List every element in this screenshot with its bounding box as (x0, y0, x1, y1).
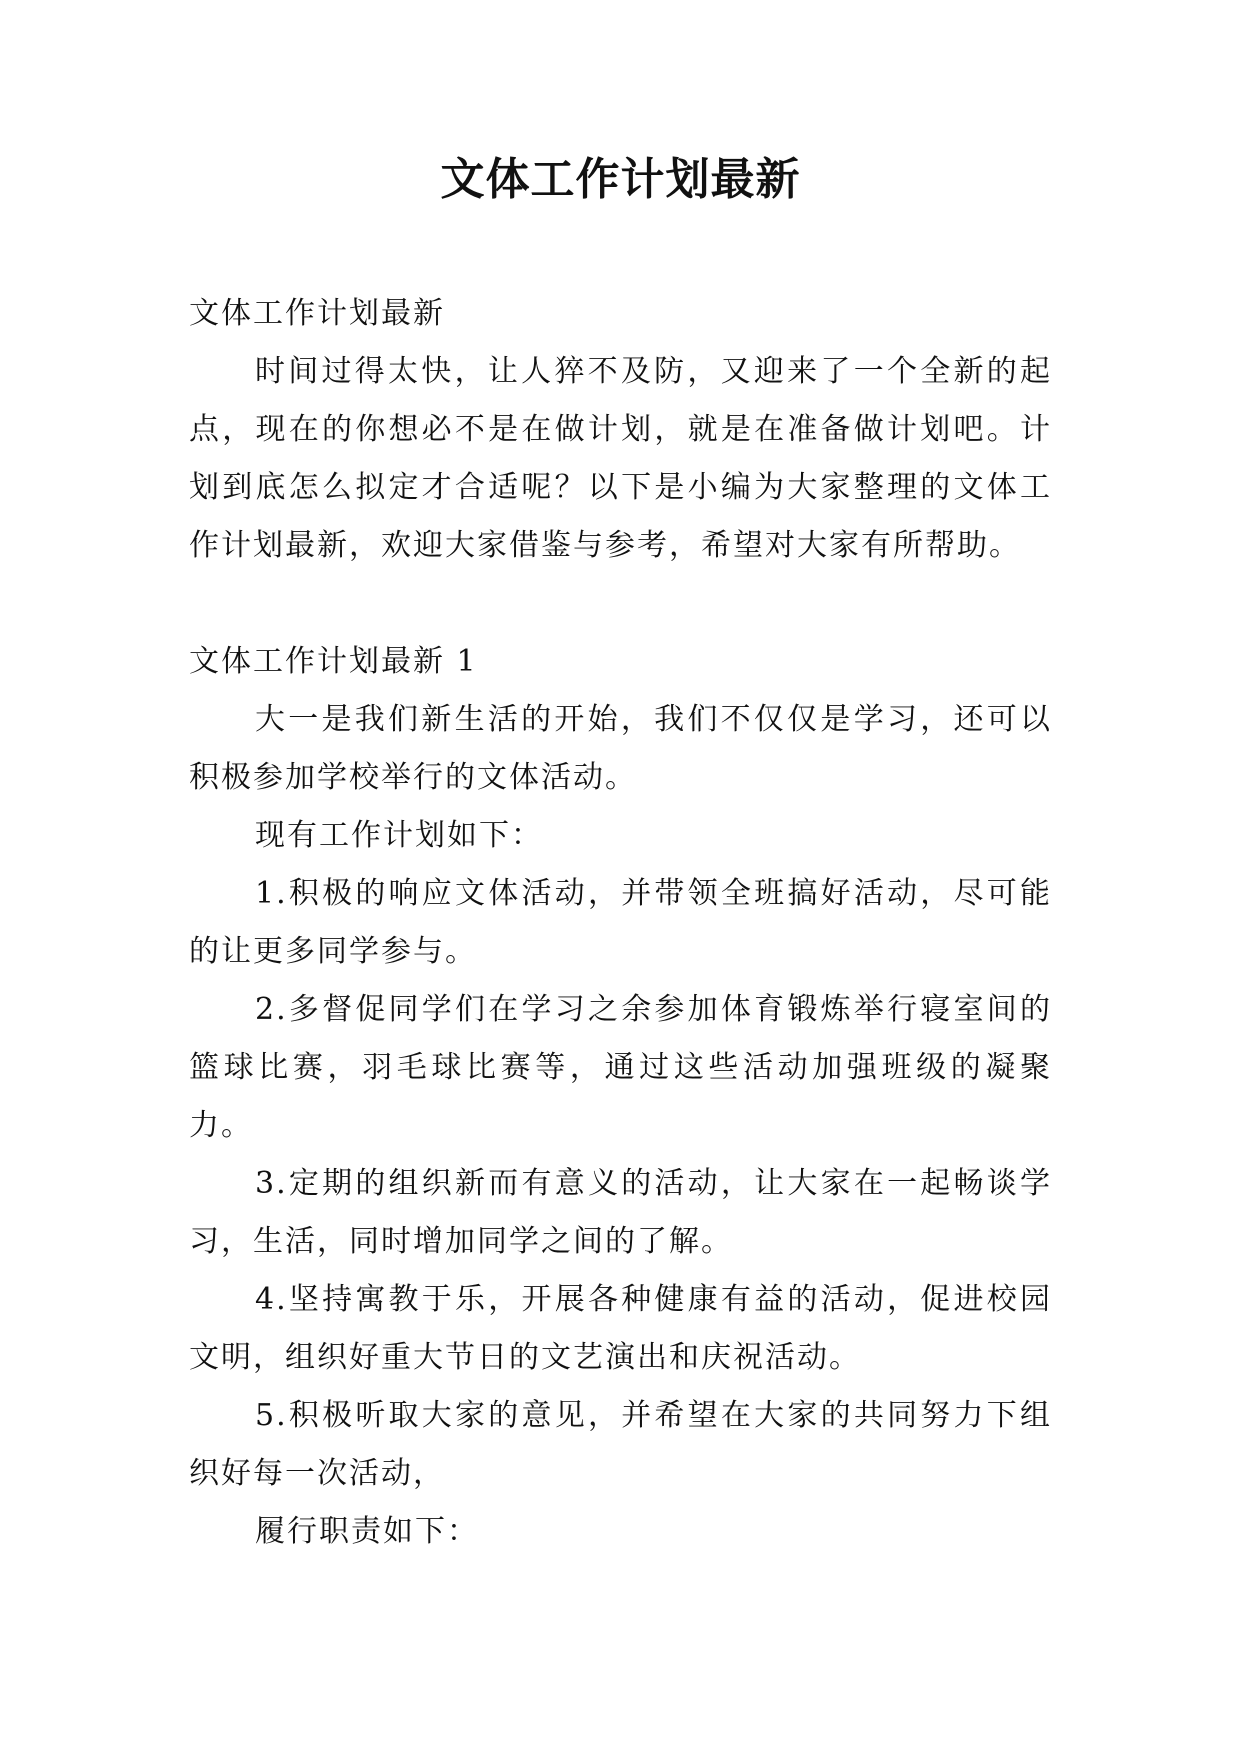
intro-heading: 文体工作计划最新 (189, 296, 445, 331)
section-spacer (189, 575, 1052, 633)
section1-list-item: 3.定期的组织新而有意义的活动，让大家在一起畅谈学习，生活，同时增加同学之间的了解。 (189, 1166, 1052, 1259)
section1-paragraph: 大一是我们新生活的开始，我们不仅仅是学习，还可以积极参加学校举行的文体活动。 (189, 702, 1052, 795)
section1-paragraph: 现有工作计划如下： (255, 818, 543, 853)
section1-heading: 文体工作计划最新 1 (189, 644, 478, 679)
section1-list-item: 2.多督促同学们在学习之余参加体育锻炼举行寝室间的篮球比赛，羽毛球比赛等，通过这些活动加强班级的凝聚力。 (189, 992, 1052, 1143)
section1-list-item: 4.坚持寓教于乐，开展各种健康有益的活动，促进校园文明，组织好重大节日的文艺演出和庆祝活动。 (189, 1282, 1052, 1375)
document-body (189, 285, 1052, 1561)
section1-list-item: 1.积极的响应文体活动，并带领全班搞好活动，尽可能的让更多同学参与。 (189, 876, 1052, 969)
document-title: 文体工作计划最新 (440, 154, 801, 205)
intro-paragraph: 时间过得太快，让人猝不及防，又迎来了一个全新的起点，现在的你想必不是在做计划，就是在准备做计划吧。计划到底怎么拟定才合适呢？以下是小编为大家整理的文体工作计划最新，欢迎大家借鉴与参考，希望对大家有所帮助。 (189, 354, 1052, 563)
section1-paragraph: 履行职责如下： (255, 1514, 479, 1549)
section1-list-item: 5.积极听取大家的意见，并希望在大家的共同努力下组织好每一次活动， (189, 1398, 1052, 1491)
